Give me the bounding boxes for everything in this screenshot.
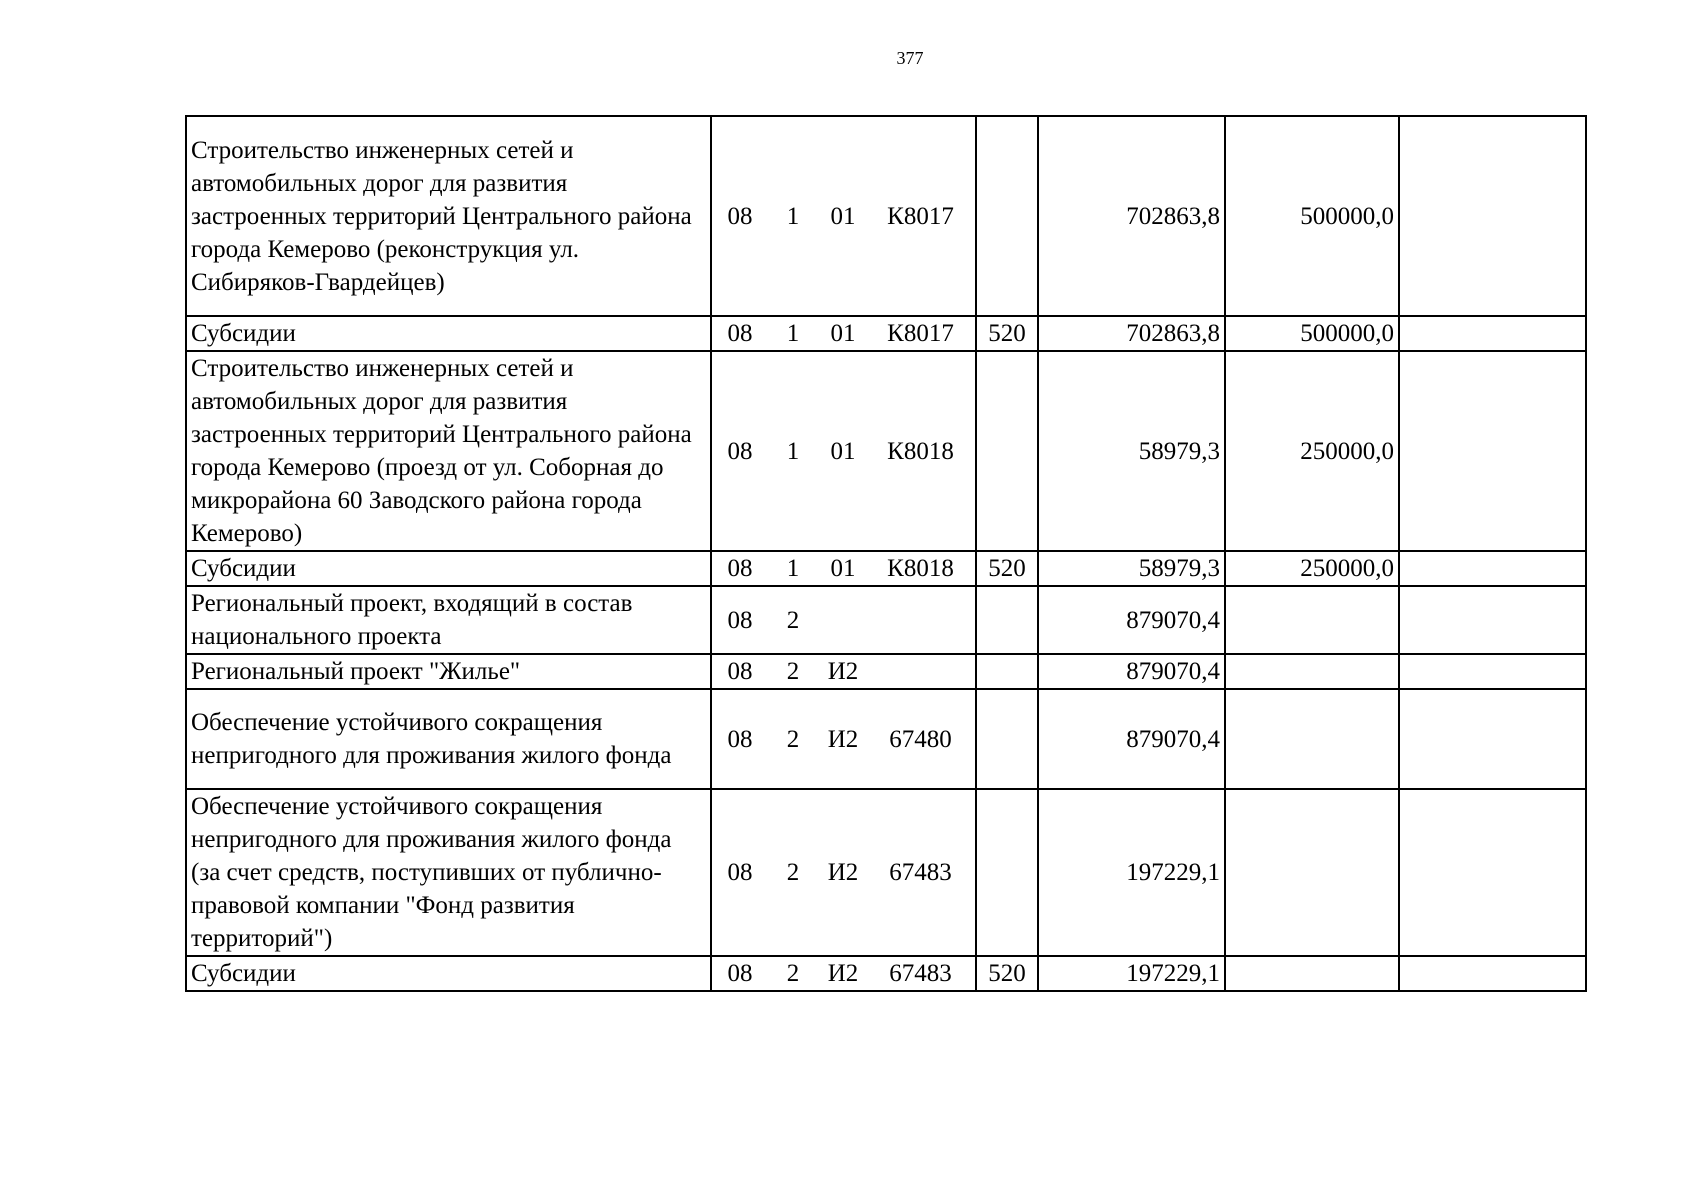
subprogram-code: 01 (830, 202, 856, 230)
subprogram-code: И2 (827, 658, 859, 685)
code-cell (711, 551, 976, 586)
budget-table-body (186, 116, 1586, 991)
expense-type-cell (976, 316, 1038, 351)
code-cell (711, 654, 976, 689)
sum-year-1: 879070,4 (1126, 725, 1220, 753)
program-code: 2 (786, 859, 800, 886)
subprogram-code: 01 (830, 437, 856, 465)
sum-year-3-cell (1399, 551, 1586, 586)
table-row (186, 116, 1586, 316)
sum-year-1: 879070,4 (1126, 658, 1220, 685)
row-name: Строительство инженерных сетей и автомобильных дорог для развития застроенных территорий Центрального района города Кемерово (проезд от ул. Соборная до микрорайона 60 Заводского района города Кемерово) (191, 355, 692, 547)
program-code: 2 (786, 960, 800, 987)
sum-year-3-cell (1399, 316, 1586, 351)
sum-year-3-cell (1399, 351, 1586, 551)
expense-type-cell (976, 116, 1038, 316)
program-code: 2 (786, 725, 800, 753)
subprogram-code: 01 (830, 555, 856, 582)
section-code: 08 (727, 202, 753, 230)
sum-year-3-cell (1399, 689, 1586, 789)
sum-year-1: 197229,1 (1126, 859, 1220, 886)
sum-year-1-cell (1038, 586, 1225, 654)
expense-type-code: 520 (988, 555, 1026, 582)
expense-type-cell (976, 689, 1038, 789)
sum-year-1-cell (1038, 689, 1225, 789)
expense-type-code: 520 (988, 960, 1026, 987)
subprogram-code: И2 (827, 725, 859, 753)
sum-year-2: 250000,0 (1300, 555, 1394, 582)
sum-year-2-cell (1225, 654, 1399, 689)
row-name: Субсидии (191, 320, 296, 347)
section-code: 08 (727, 658, 753, 685)
program-code: 1 (786, 555, 800, 582)
program-code: 1 (786, 202, 800, 230)
sum-year-2-cell (1225, 956, 1399, 991)
program-code: 1 (786, 320, 800, 347)
sum-year-2: 500000,0 (1300, 202, 1394, 230)
row-name: Субсидии (191, 555, 296, 582)
section-code: 08 (727, 960, 753, 987)
target-code: К8018 (887, 555, 954, 582)
sum-year-1: 58979,3 (1138, 555, 1220, 582)
sum-year-2-cell (1225, 116, 1399, 316)
row-name: Субсидии (191, 960, 296, 987)
code-cell (711, 116, 976, 316)
target-code: К8018 (887, 437, 954, 465)
row-name: Строительство инженерных сетей и автомобильных дорог для развития застроенных территорий Центрального района города Кемерово (реконструкция ул. Сибиряков-Гвардейцев) (191, 136, 692, 296)
sum-year-1-cell (1038, 551, 1225, 586)
sum-year-3-cell (1399, 116, 1586, 316)
sum-year-1: 879070,4 (1126, 606, 1220, 634)
row-name-cell (186, 586, 711, 654)
subprogram-code: И2 (827, 859, 859, 886)
sum-year-2-cell (1225, 551, 1399, 586)
sum-year-2-cell (1225, 689, 1399, 789)
row-name: Региональный проект, входящий в состав национального проекта (191, 590, 633, 650)
sum-year-3-cell (1399, 956, 1586, 991)
row-name-cell (186, 116, 711, 316)
section-code: 08 (727, 437, 753, 465)
table-row (186, 316, 1586, 351)
code-cell (711, 316, 976, 351)
expense-type-cell (976, 654, 1038, 689)
code-cell (711, 789, 976, 956)
row-name-cell (186, 956, 711, 991)
table-row (186, 551, 1586, 586)
sum-year-1-cell (1038, 116, 1225, 316)
table-row (186, 654, 1586, 689)
section-code: 08 (727, 555, 753, 582)
target-code: К8017 (887, 202, 954, 230)
sum-year-2-cell (1225, 351, 1399, 551)
section-code: 08 (727, 606, 753, 634)
sum-year-1: 702863,8 (1126, 202, 1220, 230)
table-row (186, 689, 1586, 789)
sum-year-1-cell (1038, 789, 1225, 956)
sum-year-2: 250000,0 (1300, 437, 1394, 465)
expense-type-cell (976, 789, 1038, 956)
sum-year-3-cell (1399, 586, 1586, 654)
section-code: 08 (727, 725, 753, 753)
sum-year-1: 702863,8 (1126, 320, 1220, 347)
subprogram-code: 01 (830, 320, 856, 347)
expense-type-cell (976, 586, 1038, 654)
sum-year-1: 58979,3 (1138, 437, 1220, 465)
row-name: Обеспечение устойчивого сокращения непригодного для проживания жилого фонда (за счет средств, поступивших от публично-правовой компании "Фонд развития территорий") (191, 793, 672, 952)
row-name-cell (186, 316, 711, 351)
sum-year-1: 197229,1 (1126, 960, 1220, 987)
row-name: Региональный проект "Жилье" (191, 658, 521, 685)
target-code: 67483 (889, 859, 952, 886)
sum-year-3-cell (1399, 789, 1586, 956)
sum-year-1-cell (1038, 654, 1225, 689)
row-name-cell (186, 654, 711, 689)
target-code: 67483 (889, 960, 952, 987)
table-row (186, 351, 1586, 551)
row-name-cell (186, 351, 711, 551)
program-code: 1 (786, 437, 800, 465)
target-code: К8017 (887, 320, 954, 347)
code-cell (711, 586, 976, 654)
code-cell (711, 351, 976, 551)
sum-year-1-cell (1038, 351, 1225, 551)
table-row (186, 789, 1586, 956)
code-cell (711, 956, 976, 991)
sum-year-2: 500000,0 (1300, 320, 1394, 347)
table-row (186, 956, 1586, 991)
sum-year-1-cell (1038, 956, 1225, 991)
budget-table (185, 115, 1587, 992)
sum-year-2-cell (1225, 316, 1399, 351)
subprogram-code: И2 (827, 960, 859, 987)
expense-type-cell (976, 956, 1038, 991)
expense-type-cell (976, 351, 1038, 551)
expense-type-code: 520 (988, 320, 1026, 347)
row-name-cell (186, 789, 711, 956)
row-name-cell (186, 689, 711, 789)
section-code: 08 (727, 859, 753, 886)
code-cell (711, 689, 976, 789)
sum-year-3-cell (1399, 654, 1586, 689)
section-code: 08 (727, 320, 753, 347)
row-name-cell (186, 551, 711, 586)
program-code: 2 (786, 658, 800, 685)
sum-year-2-cell (1225, 586, 1399, 654)
table-row (186, 586, 1586, 654)
row-name: Обеспечение устойчивого сокращения непригодного для проживания жилого фонда (191, 709, 672, 769)
page-number: 377 (896, 48, 924, 68)
sum-year-2-cell (1225, 789, 1399, 956)
program-code: 2 (786, 606, 800, 634)
target-code: 67480 (889, 725, 952, 753)
sum-year-1-cell (1038, 316, 1225, 351)
expense-type-cell (976, 551, 1038, 586)
